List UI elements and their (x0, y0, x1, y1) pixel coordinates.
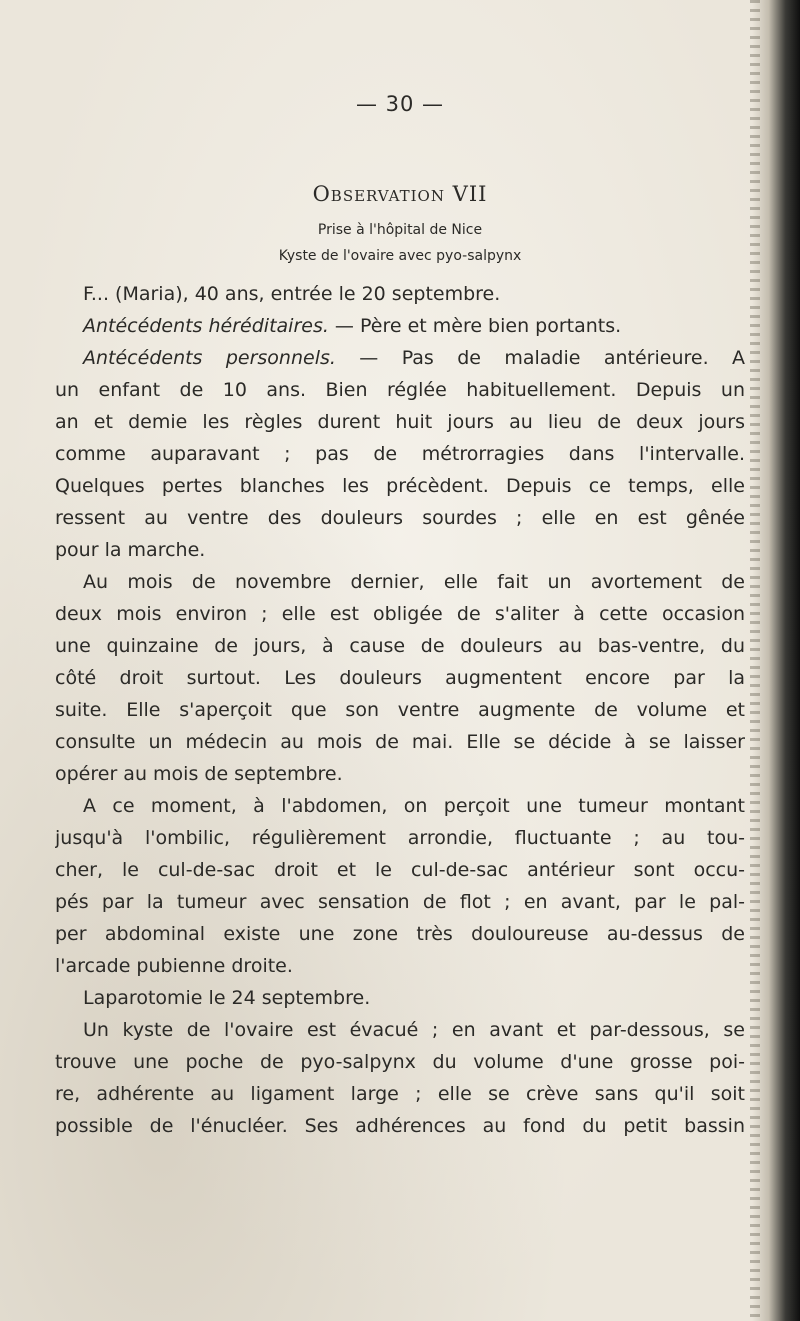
line-text: un enfant de 10 ans. Bien réglée habituellement. Depuis un (55, 379, 745, 401)
text-line (55, 310, 745, 342)
text-line (55, 502, 745, 534)
text-line (55, 918, 745, 950)
text-line (55, 598, 745, 630)
observation-subtitle-diagnosis: Kyste de l'ovaire avec pyo-salpynx (278, 248, 522, 264)
page-number: — 30 — (355, 92, 445, 116)
line-text: Au mois de novembre dernier, elle fait un avortement de (83, 571, 745, 593)
line-text: l'arcade pubienne droite. (55, 955, 293, 977)
text-line (55, 758, 745, 790)
line-text: — Pas de maladie antérieure. A (335, 347, 745, 369)
line-text: possible de l'énucléer. Ses adhérences au fond du petit bassin (55, 1115, 745, 1137)
text-line (55, 630, 745, 662)
observation-subtitle-location: Prise à l'hôpital de Nice (317, 222, 483, 238)
text-line (55, 822, 745, 854)
line-text: an et demie les règles durent huit jours au lieu de deux jours (55, 411, 745, 433)
line-text: comme auparavant ; pas de métrorragies dans l'intervalle. (55, 443, 745, 465)
text-line (55, 374, 745, 406)
line-text: deux mois environ ; elle est obligée de s'aliter à cette occasion (55, 603, 745, 625)
line-text: trouve une poche de pyo-salpynx du volume d'une grosse poi- (55, 1051, 745, 1073)
line-text: A ce moment, à l'abdomen, on perçoit une tumeur montant (83, 795, 745, 817)
text-line (55, 278, 745, 310)
line-text: suite. Elle s'aperçoit que son ventre augmente de volume et (55, 699, 745, 721)
line-text: ressent au ventre des douleurs sourdes ; elle en est gênée (55, 507, 745, 529)
line-text: consulte un médecin au mois de mai. Elle se décide à se laisser (55, 731, 745, 753)
text-line (55, 342, 745, 374)
section-heading: Antécédents personnels. (83, 347, 336, 369)
text-line (55, 534, 745, 566)
line-text: jusqu'à l'ombilic, régulièrement arrondie, fluctuante ; au tou- (55, 827, 745, 849)
line-text: re, adhérente au ligament large ; elle se crève sans qu'il soit (55, 1083, 745, 1105)
text-line (55, 566, 745, 598)
line-text: Laparotomie le 24 septembre. (83, 987, 371, 1009)
text-line (55, 726, 745, 758)
line-text: — Père et mère bien portants. (328, 315, 622, 337)
text-line (55, 854, 745, 886)
line-text: cher, le cul-de-sac droit et le cul-de-sac antérieur sont occu- (55, 859, 745, 881)
text-line (55, 1014, 745, 1046)
section-heading: Antécédents héréditaires. (83, 315, 329, 337)
text-line (55, 470, 745, 502)
text-line (55, 662, 745, 694)
text-line (55, 406, 745, 438)
line-text: Un kyste de l'ovaire est évacué ; en avant et par-dessous, se (83, 1019, 745, 1041)
text-line (55, 438, 745, 470)
observation-title: Observation VII (312, 182, 488, 206)
line-text: Quelques pertes blanches les précèdent. Depuis ce temps, elle (55, 475, 745, 497)
text-line (55, 694, 745, 726)
line-text: opérer au mois de septembre. (55, 763, 343, 785)
text-line (55, 886, 745, 918)
line-text: côté droit surtout. Les douleurs augmentent encore par la (55, 667, 745, 689)
line-text: per abdominal existe une zone très douloureuse au-dessus de (55, 923, 745, 945)
line-text: F... (Maria), 40 ans, entrée le 20 septembre. (83, 283, 501, 305)
line-text: une quinzaine de jours, à cause de douleurs au bas-ventre, du (55, 635, 745, 657)
text-line (55, 950, 745, 982)
text-line (55, 790, 745, 822)
line-text: pés par la tumeur avec sensation de flot ; en avant, par le pal- (55, 891, 745, 913)
body-text (55, 278, 745, 1142)
text-line (55, 1110, 745, 1142)
text-line (55, 1078, 745, 1110)
line-text: pour la marche. (55, 539, 206, 561)
text-line (55, 982, 745, 1014)
book-spine-shadow (752, 0, 800, 1321)
text-line (55, 1046, 745, 1078)
